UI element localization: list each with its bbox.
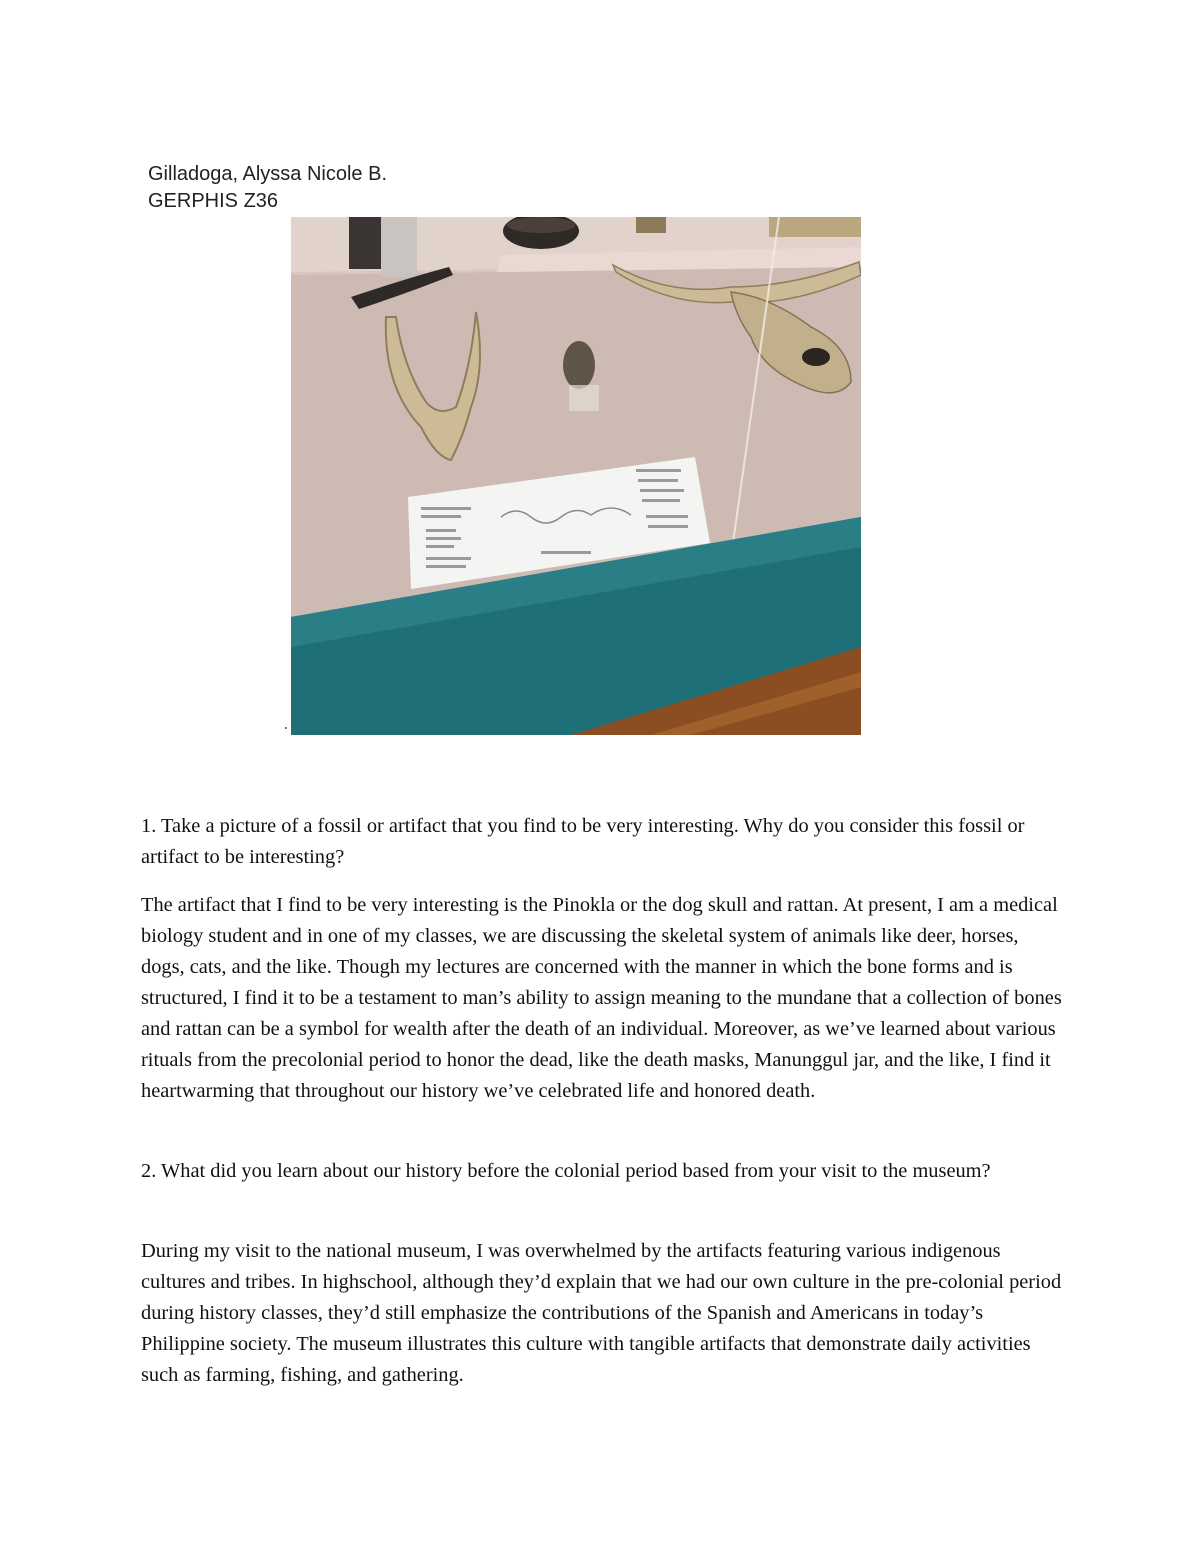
photo-small-skull	[563, 341, 595, 389]
question-2: 2. What did you learn about our history before the colonial period based from your visit to the museum?	[141, 1160, 991, 1182]
answer-1: The artifact that I find to be very interesting is the Pinokla or the dog skull and rattan. At present, I am a medical biology student and in one of my classes, we are discussing the skeletal system of animals like deer, horses, dogs, cats, and the like. Though my lectures are concerned with the manner in which the bone forms and is structured, I find it to be a testament to man’s ability to assign meaning to the mundane that a collection of bones and rattan can be a symbol for wealth after the death of an individual. Moreover, as we’ve learned about various rituals from the precolonial period to honor the dead, like the death masks, Manunggul jar, and the like, I find it heartwarming that throughout our history we’ve celebrated life and honored death.	[141, 894, 1062, 1102]
stray-dot	[285, 727, 287, 729]
photo-basket	[636, 217, 666, 233]
artifact-photo	[291, 217, 861, 735]
course-code: GERPHIS Z36	[148, 190, 279, 212]
photo-dark-object	[349, 217, 381, 269]
author-name: Gilladoga, Alyssa Nicole B.	[148, 163, 388, 185]
answer-2: During my visit to the national museum, I was overwhelmed by the artifacts featuring various indigenous cultures and tribes. In highschool, although they’d explain that we had our own culture in the pre-colonial period during history classes, they’d still emphasize the contributions of the Spanish and Americans in today’s Philippine society. The museum illustrates this culture with tangible artifacts that demonstrate daily activities such as farming, fishing, and gathering.	[141, 1240, 1062, 1386]
question-1: 1. Take a picture of a fossil or artifact that you find to be very interesting. Why do you consider this fossil or artifact to be interesting?	[141, 815, 1025, 868]
